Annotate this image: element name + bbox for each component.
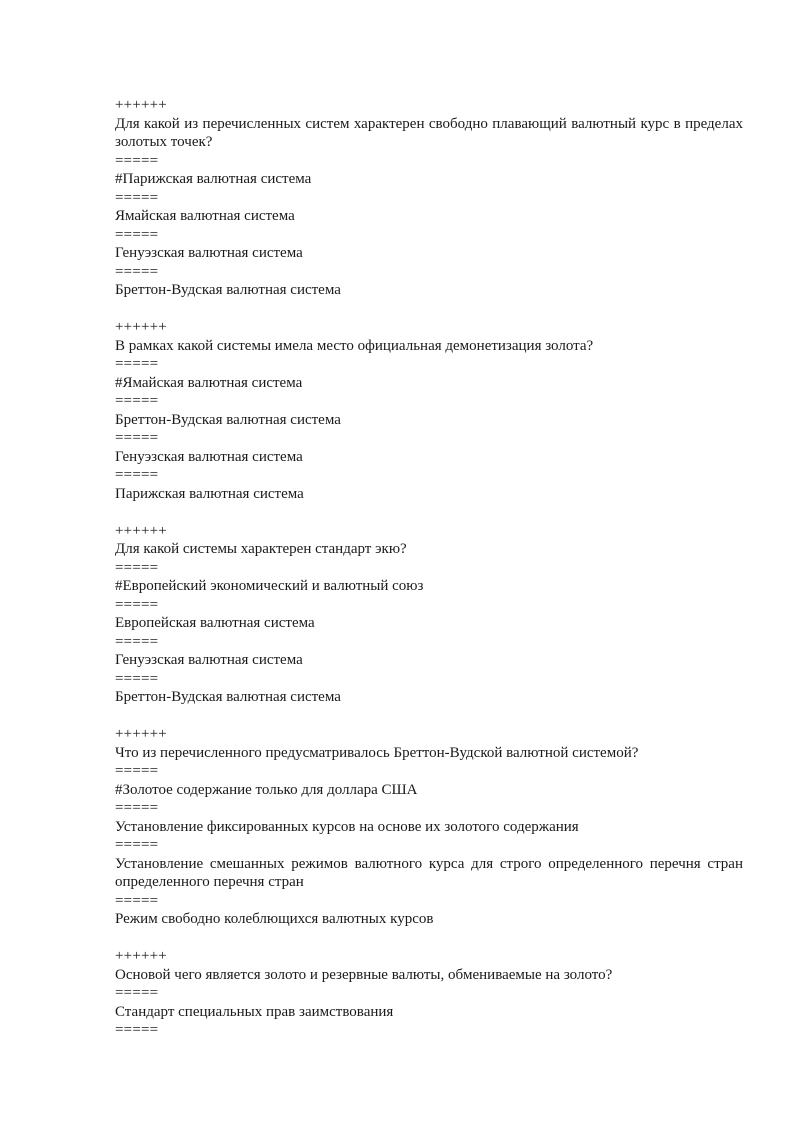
- question-marker: ++++++: [115, 319, 167, 335]
- answer-option: Бреттон-Вудская валютная система: [115, 411, 341, 428]
- separator: =====: [115, 670, 159, 687]
- question-block: [115, 947, 743, 1040]
- separator: =====: [115, 393, 159, 409]
- question-text: Для какой из перечисленных систем характерен свободно плавающий валютный курс в пределах золотых точек?: [115, 115, 743, 150]
- answer-option: #Парижская валютная система: [115, 171, 312, 187]
- answer-option: Генуэзская валютная система: [115, 448, 303, 465]
- separator: =====: [115, 430, 159, 446]
- separator: =====: [115, 263, 159, 280]
- question-marker: ++++++: [115, 522, 167, 539]
- question-text: Что из перечисленного предусматривалось Бреттон-Вудской валютной системой?: [115, 744, 639, 761]
- document-body: [115, 96, 743, 1058]
- answer-option: Стандарт специальных прав заимствования: [115, 1003, 394, 1020]
- answer-option: Ямайская валютная система: [115, 208, 295, 224]
- answer-option: #Европейский экономический и валютный союз: [115, 578, 424, 594]
- answer-option: Бреттон-Вудская валютная система: [115, 282, 341, 298]
- answer-option: #Золотое содержание только для доллара США: [115, 781, 418, 798]
- separator: =====: [115, 985, 159, 1001]
- separator: =====: [115, 633, 159, 650]
- separator: =====: [115, 226, 159, 243]
- answer-option: Режим свободно колеблющихся валютных курсов: [115, 911, 434, 927]
- question-block: [115, 522, 743, 707]
- answer-option: #Ямайская валютная система: [115, 374, 303, 391]
- separator: =====: [115, 559, 159, 576]
- answer-option: Бреттон-Вудская валютная система: [115, 689, 341, 705]
- separator: =====: [115, 892, 159, 909]
- answer-option: Установление смешанных режимов валютного курса для строго определенного перечня стран определенного перечня стран: [115, 855, 743, 890]
- answer-option: Европейская валютная система: [115, 615, 315, 631]
- separator: =====: [115, 152, 159, 169]
- answer-option: Генуэзская валютная система: [115, 652, 303, 668]
- question-marker: ++++++: [115, 726, 167, 742]
- question-text: Основой чего является золото и резервные валюты, обмениваемые на золото?: [115, 966, 613, 983]
- question-text: Для какой системы характерен стандарт экю?: [115, 541, 407, 557]
- answer-option: Парижская валютная система: [115, 485, 304, 502]
- separator: =====: [115, 189, 159, 206]
- question-marker: ++++++: [115, 97, 167, 113]
- separator: =====: [115, 467, 159, 483]
- answer-option: Генуэзская валютная система: [115, 245, 303, 261]
- separator: =====: [115, 356, 159, 372]
- answer-option: Установление фиксированных курсов на основе их золотого содержания: [115, 818, 579, 835]
- separator: =====: [115, 800, 159, 816]
- question-block: [115, 318, 743, 503]
- separator: =====: [115, 837, 159, 853]
- question-block: [115, 96, 743, 300]
- separator: =====: [115, 763, 159, 779]
- question-text: В рамках какой системы имела место официальная демонетизация золота?: [115, 337, 594, 354]
- question-block: [115, 725, 743, 929]
- separator: =====: [115, 1022, 159, 1038]
- separator: =====: [115, 596, 159, 613]
- question-marker: ++++++: [115, 948, 167, 964]
